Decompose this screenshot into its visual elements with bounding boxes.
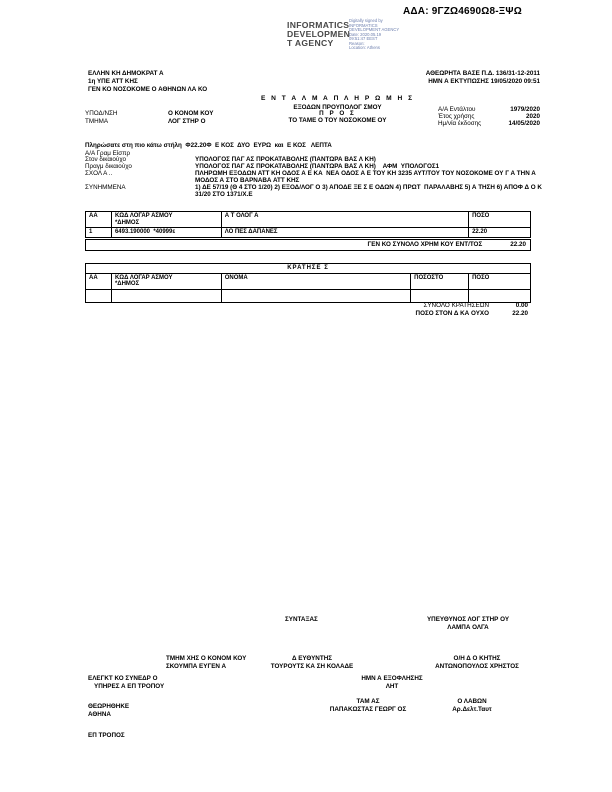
col-deduction-amount: ΠΟΣΟ xyxy=(469,273,531,289)
expense-justification: ΛΟ ΠΕΣ ΔΑΠΑΝΕΣ xyxy=(221,228,468,238)
cashier-title: ΤΑΜ ΑΣ xyxy=(356,698,380,705)
col-deduction-name: ΟΝΟΜΑ xyxy=(221,273,410,289)
issuer-header xyxy=(88,70,207,94)
col-account-code-line2: *ΔΗΜΟΣ xyxy=(114,219,140,226)
beneficiary-label: Στον δικαιούχο xyxy=(85,156,126,164)
grand-total-label: ΓΕΝ ΚΟ ΣΥΝΟΛΟ ΧΡΗΜ ΚΟΥ ΕΝΤ/ΤΟΣ xyxy=(367,241,483,249)
issuer-ype: 1η ΥΠΕ ΑΤΤ ΚΗΣ xyxy=(88,77,138,85)
recipient-id-label: Αρ.Δελτ.Ταυτ xyxy=(452,705,492,713)
net-amount-row xyxy=(85,310,531,318)
audit-court-line2: ΥΠΗΡΕΣ Α ΕΠ ΤΡΟΠΟΥ xyxy=(94,682,165,690)
pay-amount-line: Πληρώσατε στη πιο κάτω στήλη Φ22.20Φ Ε ΚΟΣ ΔΥΟ ΕΥΡΩ και Ε ΚΟΣ ΛΕΠΤΑ xyxy=(85,142,332,149)
net-amount-label: ΠΟΣΟ ΣΤΟΝ Δ ΚΑ ΟΥΧΟ xyxy=(415,310,489,317)
col-amount: ΠΟΣΟ xyxy=(469,212,531,228)
governor-block xyxy=(411,655,543,670)
col-justification: Α Τ ΟΛΟΓ Α xyxy=(221,212,468,228)
order-meta xyxy=(438,106,540,127)
deductions-table xyxy=(85,263,531,303)
actual-beneficiary-value: ΥΠΟΛΟΓΟΣ ΠΑΓ ΑΣ ΠΡΟΚΑΤΑΒΟΛΗΣ (ΠΑΝΤΩΡΑ ΒΑΣ Λ ΚΗ) ΑΦΜ ΥΠΟΛΟΓΟΣ1 xyxy=(195,163,440,171)
col-account-code xyxy=(111,212,221,228)
col-aa: ΑΑ xyxy=(86,212,112,228)
recipient-title: Ο ΛΑΒΩΝ xyxy=(457,698,487,705)
commissioner-label: ΕΠ ΤΡΟΠΟΣ xyxy=(88,732,125,739)
governor-title: Ο/Η Δ Ο ΚΗΤΗΣ xyxy=(453,655,501,662)
beneficiary-value: ΥΠΟΛΟΓΟΣ ΠΑΓ ΑΣ ΠΡΟΚΑΤΑΒΟΛΗΣ (ΠΑΝΤΩΡΑ ΒΑΣ Λ ΚΗ) xyxy=(195,156,376,164)
expenses-header-row xyxy=(86,212,531,228)
audit-court-block xyxy=(88,675,164,690)
expense-amount: 22.20 xyxy=(469,228,531,238)
print-date: ΗΜΝ Α ΕΚΤΥΠΩΣΗΣ 19/05/2020 09:51 xyxy=(428,77,540,85)
deductions-empty-row xyxy=(86,290,531,303)
issue-date-row xyxy=(438,120,540,127)
issue-date-value: 14/05/2020 xyxy=(508,120,540,128)
beneficiary-details xyxy=(85,151,545,199)
director-block xyxy=(251,655,373,670)
order-number-row xyxy=(438,106,540,113)
col-deduction-percent: ΠΟΣΟΣΤΟ xyxy=(411,273,469,289)
order-number-value: 1979/2020 xyxy=(510,106,540,113)
certified-block xyxy=(88,703,129,718)
ada-code: ΑΔΑ: 9ΓΖΩ4690Ω8-ΞΨΩ xyxy=(403,6,522,17)
accounting-responsible-name: ΛΑΜΠΑ ΟΛΓΑ xyxy=(447,623,489,631)
fiscal-year-label: Έτος χρήσης xyxy=(438,113,475,121)
certified-label: ΘΕΩΡΗΘΗΚΕ xyxy=(88,703,130,710)
pros-label: Π Ρ Ο Σ xyxy=(319,110,356,117)
stamp-agency-line: DEVELOPMEN xyxy=(287,28,351,39)
comments-label: ΣΧΟΛ Α .. xyxy=(85,170,113,178)
signature-detail-line: DEVELOPMENT AGENCY xyxy=(349,27,400,32)
payoff-date-block xyxy=(336,675,448,690)
document-title xyxy=(230,95,445,111)
empty-cell xyxy=(221,290,410,303)
grand-total-value: 22.20 xyxy=(510,241,526,249)
fiscal-year-value: 2020 xyxy=(525,113,540,121)
department-label: ΤΜΗΜΑ xyxy=(85,117,109,125)
finance-head-title: ΤΜΗΜ ΧΗΣ Ο ΚΟΝΟΜ ΚΟΥ xyxy=(166,655,247,662)
subdirectorate-value: Ο ΚΟΝΟΜ ΚΟΥ xyxy=(168,110,214,117)
payoff-date-sub: ΛΗΤ xyxy=(385,682,399,690)
signature-detail-line: Date: 2020.05.19 xyxy=(349,31,382,37)
grand-total-strip xyxy=(85,239,531,251)
atheorita-note: ΑΘΕΩΡΗΤΑ ΒΑΣΕ Π.Δ. 136/31-12-2011 xyxy=(425,70,540,77)
digital-signature-stamp xyxy=(287,21,350,47)
title-main: Ε Ν Τ Α Λ Μ Α Π Λ Η Ρ Ω Μ Η Σ xyxy=(260,95,415,102)
department-value: ΛΟΓ ΣΤΗΡ Ο xyxy=(168,117,206,125)
signature-detail-line: INFORMATICS xyxy=(349,22,378,28)
attachments-value: 1) ΔΕ 57/19 (Θ 4 ΣΤΟ 1/20) 2) ΕΞΟΔ/ΛΟΓ Ο 3) ΑΠΟΔΕ ΞΕ Σ Ε ΟΔΩΝ 4) ΠΡΩΤ ΠΑΡΑΛΑΒΗΣ 5) Α ΤΗΣΗ 6) ΑΠΟΦ Δ Ο Κ 31/20 ΣΤΟ 1371/Χ.Ε xyxy=(195,184,544,198)
subdirectorate-label: ΥΠΟΔ/ΝΣΗ xyxy=(85,110,118,117)
issue-date-label: Ημ/νία έκδοσης xyxy=(438,120,482,128)
header-right xyxy=(426,70,540,86)
col-deduction-code xyxy=(111,273,221,289)
deductions-header-row xyxy=(86,273,531,289)
comments-value: ΠΛΗΡΩΜΗ ΕΞΟΔΩΝ ΑΤΤ ΚΗ ΟΔΟΣ Α Ε ΚΑ ΝΕΑ ΟΔΟΣ Α Ε ΤΟΥ ΚΗ 3235 ΑΥΤ/ΤΟΥ ΤΟΥ ΝΟΣΟΚΟΜΕ ΟΥ Γ Α ΤΗΝ Α ΜΟΔΟΣ Α ΣΤΟ ΒΑΡΝΑΒΑ ΑΤΤ ΚΗΣ xyxy=(195,170,538,185)
pros-block xyxy=(230,110,445,125)
net-amount-value: 22.20 xyxy=(512,310,528,317)
expense-row xyxy=(86,228,531,238)
expense-account-code: 6493.190000 *40999ε xyxy=(111,228,221,238)
expenses-table xyxy=(85,211,531,238)
col-account-code-line1: ΚΩΔ ΛΟΓΑΡ ΑΣΜΟΥ xyxy=(114,213,173,219)
comments-row xyxy=(85,171,545,185)
stamp-agency-line: INFORMATICS xyxy=(287,20,350,30)
signature-detail-line: 09:51:47 EEST xyxy=(349,36,378,41)
pros-target: ΤΟ ΤΑΜΕ Ο ΤΟΥ ΝΟΣΟΚΟΜΕ ΟΥ xyxy=(288,117,387,125)
director-title: Δ ΕΥΘΥΝΤΗΣ xyxy=(291,655,333,662)
finance-head-block xyxy=(166,655,246,670)
governor-name: ΑΝΤΩΝΟΠΟΥΛΟΣ ΧΡΗΣΤΟΣ xyxy=(435,662,519,670)
empty-cell xyxy=(469,290,531,303)
deductions-sum-value: 0.00 xyxy=(515,302,528,309)
accounting-responsible-title: ΥΠΕΥΘΥΝΟΣ ΛΟΓ ΣΤΗΡ ΟΥ xyxy=(426,616,510,623)
recipient-block xyxy=(436,698,508,713)
deduction-totals xyxy=(85,302,531,318)
empty-cell xyxy=(111,290,221,303)
receipt-number-label: Α/Α Γραμ Είσπρ xyxy=(85,149,131,157)
certified-city: ΑΘΗΝΑ xyxy=(88,710,111,718)
col-deduction-aa: ΑΑ xyxy=(86,273,112,289)
signature-detail-line: Reason: xyxy=(349,40,365,46)
empty-cell xyxy=(86,290,112,303)
deductions-title-row xyxy=(86,264,531,274)
signature-detail-line: Digitally signed by xyxy=(349,18,383,23)
expense-aa: 1 xyxy=(86,228,112,238)
cashier-block xyxy=(305,698,431,713)
deductions-title: ΚΡΑΤΗΣΕ Σ xyxy=(86,264,531,274)
deductions-sum-row xyxy=(85,302,531,310)
issuer-hospital: ΓΕΝ ΚΟ ΝΟΣΟΚΟΜΕ Ο ΑΘΗΝΩΝ ΛΑ ΚΟ xyxy=(88,85,208,93)
col-deduction-code-line1: ΚΩΔ ΛΟΓΑΡ ΑΣΜΟΥ xyxy=(114,274,173,281)
audit-court-line1: ΕΛΕΓΚΤ ΚΟ ΣΥΝΕΔΡ Ο xyxy=(88,675,158,682)
digital-signature-details xyxy=(349,19,399,51)
attachments-label: ΣΥΝΗΜΜΕΝΑ xyxy=(85,184,126,192)
accounting-responsible-block xyxy=(408,616,528,631)
col-deduction-code-line2: *ΔΗΜΟΣ xyxy=(114,281,140,288)
finance-head-name: ΣΚΟΥΜΠΑ ΕΥΓΕΝ Α xyxy=(166,662,227,670)
payoff-date-label: ΗΜΝ Α ΕΞΟΦΛΗΣΗΣ xyxy=(361,675,423,682)
order-number-label: Α/Α Εντάλτου xyxy=(438,106,476,113)
empty-cell xyxy=(411,290,469,303)
director-name: ΤΟΥΡΟΥΤΣ ΚΑ ΣΗ ΚΟΛΑΔΕ xyxy=(270,662,354,670)
title-sub: ΕΞΟΔΩΝ ΠΡΟΥΠΟΛΟΓ ΣΜΟΥ xyxy=(293,103,382,111)
deductions-sum-label: ΣΥΝΟΛΟ ΚΡΑΤΗΣΕΩΝ xyxy=(423,302,489,309)
issuer-republic: ΕΛΛΗΝ ΚΗ ΔΗΜΟΚΡΑΤ Α xyxy=(88,70,164,77)
actual-beneficiary-label: Πραγμ δικαιούχο xyxy=(85,163,132,171)
stamp-agency-line: T AGENCY xyxy=(287,37,334,48)
drafter-title: ΣΥΝΤΑΞΑΣ xyxy=(285,616,318,623)
cashier-name: ΠΑΠΑΚΩΣΤΑΣ ΓΕΩΡΓ ΟΣ xyxy=(329,705,407,713)
attachments-row xyxy=(85,185,545,199)
signature-detail-line: Location: Athens xyxy=(349,45,380,50)
